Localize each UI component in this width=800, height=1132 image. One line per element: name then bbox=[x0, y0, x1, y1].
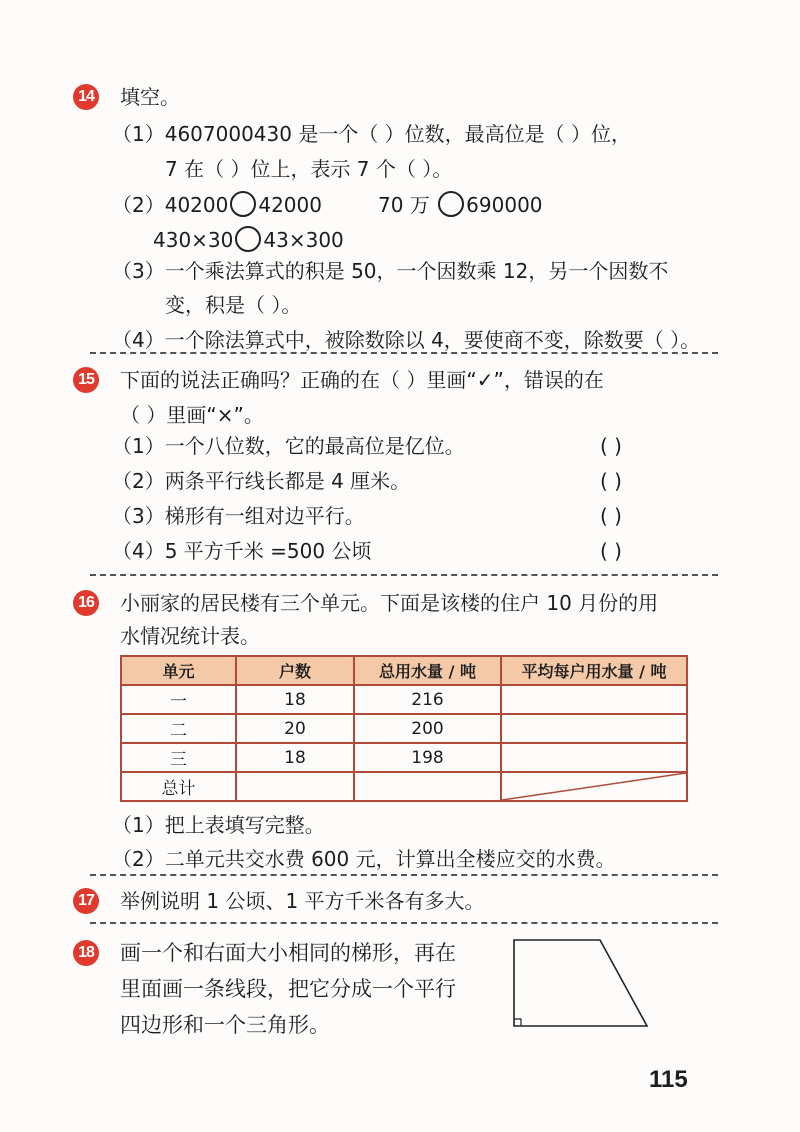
table-row bbox=[121, 714, 687, 743]
table-header: 平均每户用水量 / 吨 bbox=[501, 656, 687, 685]
q14-part2-row1 bbox=[112, 191, 322, 219]
question-number-badge: 14 bbox=[73, 84, 99, 110]
answer-paren[interactable]: ( ) bbox=[600, 469, 622, 493]
question-number-badge: 17 bbox=[73, 888, 99, 914]
table-cell: 二 bbox=[121, 714, 236, 743]
answer-cell[interactable] bbox=[501, 685, 687, 714]
q15-item-2: （2）两条平行线长都是 4 厘米。 bbox=[112, 469, 411, 493]
table-cell: 总计 bbox=[121, 772, 236, 801]
compare-circle[interactable] bbox=[235, 226, 261, 252]
q16-text-line2: 水情况统计表。 bbox=[120, 624, 260, 648]
table-cell: 三 bbox=[121, 743, 236, 772]
q18-text-line3: 四边形和一个三角形。 bbox=[120, 1013, 330, 1037]
answer-cell[interactable] bbox=[236, 772, 354, 801]
answer-cell[interactable] bbox=[354, 772, 501, 801]
q14-part2-row1-b bbox=[378, 191, 543, 219]
table-total-row bbox=[121, 772, 687, 801]
table-header: 总用水量 / 吨 bbox=[354, 656, 501, 685]
q15-instruction-line2: （ ）里画“×”。 bbox=[120, 403, 264, 427]
compare-circle[interactable] bbox=[230, 191, 256, 217]
page-number: 115 bbox=[649, 1066, 688, 1093]
q14-part2-row2 bbox=[153, 226, 344, 254]
answer-cell[interactable] bbox=[501, 714, 687, 743]
q16-sub2: （2）二单元共交水费 600 元，计算出全楼应交的水费。 bbox=[112, 847, 616, 871]
q15-item-3: （3）梯形有一组对边平行。 bbox=[112, 504, 365, 528]
answer-paren[interactable]: ( ) bbox=[600, 434, 622, 458]
question-title: 填空。 bbox=[120, 85, 180, 109]
q14-part3-line1: （3）一个乘法算式的积是 50，一个因数乘 12，另一个因数不 bbox=[112, 259, 669, 283]
q15-item-4: （4）5 平方千米 =500 公顷 bbox=[112, 539, 372, 563]
table-row bbox=[121, 743, 687, 772]
q17-text: 举例说明 1 公顷、1 平方千米各有多大。 bbox=[120, 889, 485, 913]
table-cell: 18 bbox=[236, 685, 354, 714]
compare-right: 43×300 bbox=[263, 228, 344, 252]
answer-cell[interactable] bbox=[501, 743, 687, 772]
answer-paren[interactable]: ( ) bbox=[600, 504, 622, 528]
table-row bbox=[121, 685, 687, 714]
table-cell: 198 bbox=[354, 743, 501, 772]
slashed-cell bbox=[501, 772, 687, 801]
table-cell: 200 bbox=[354, 714, 501, 743]
table-cell: 一 bbox=[121, 685, 236, 714]
section-divider bbox=[90, 352, 718, 354]
q14-part1-line2: 7 在（ ）位上，表示 7 个（ ）。 bbox=[165, 157, 453, 181]
question-number-badge: 16 bbox=[73, 590, 99, 616]
q14-part3-line2: 变，积是（ ）。 bbox=[165, 293, 302, 317]
q18-text-line2: 里面画一条线段，把它分成一个平行 bbox=[120, 977, 456, 1001]
answer-paren[interactable]: ( ) bbox=[600, 539, 622, 563]
table-header: 户数 bbox=[236, 656, 354, 685]
part-label: （2） bbox=[112, 193, 165, 217]
q14-part4: （4）一个除法算式中，被除数除以 4，要使商不变，除数要（ ）。 bbox=[112, 328, 701, 352]
compare-circle[interactable] bbox=[438, 191, 464, 217]
water-usage-table bbox=[120, 655, 688, 802]
table-cell: 20 bbox=[236, 714, 354, 743]
question-number-badge: 18 bbox=[73, 940, 99, 966]
q16-sub1: （1）把上表填写完整。 bbox=[112, 813, 325, 837]
q14-part1-line1: （1）4607000430 是一个（ ）位数，最高位是（ ）位， bbox=[112, 122, 632, 146]
table-cell: 216 bbox=[354, 685, 501, 714]
q15-item-1: （1）一个八位数，它的最高位是亿位。 bbox=[112, 434, 465, 458]
q16-text-line1: 小丽家的居民楼有三个单元。下面是该楼的住户 10 月份的用 bbox=[120, 591, 659, 615]
diagonal-slash bbox=[502, 773, 686, 800]
section-divider bbox=[90, 922, 718, 924]
question-number-badge: 15 bbox=[73, 367, 99, 393]
trapezoid-figure bbox=[505, 935, 655, 1030]
section-divider bbox=[90, 874, 718, 876]
q18-text-line1: 画一个和右面大小相同的梯形，再在 bbox=[120, 941, 456, 965]
table-header-row bbox=[121, 656, 687, 685]
compare-left: 70 万 bbox=[378, 193, 430, 217]
q15-instruction-line1: 下面的说法正确吗？正确的在（ ）里画“✓”，错误的在 bbox=[120, 368, 604, 392]
table-cell: 18 bbox=[236, 743, 354, 772]
section-divider bbox=[90, 574, 718, 576]
table-header: 单元 bbox=[121, 656, 236, 685]
compare-left: 430×30 bbox=[153, 228, 234, 252]
compare-right: 690000 bbox=[466, 193, 543, 217]
compare-right: 42000 bbox=[258, 193, 322, 217]
compare-left: 40200 bbox=[164, 193, 229, 217]
